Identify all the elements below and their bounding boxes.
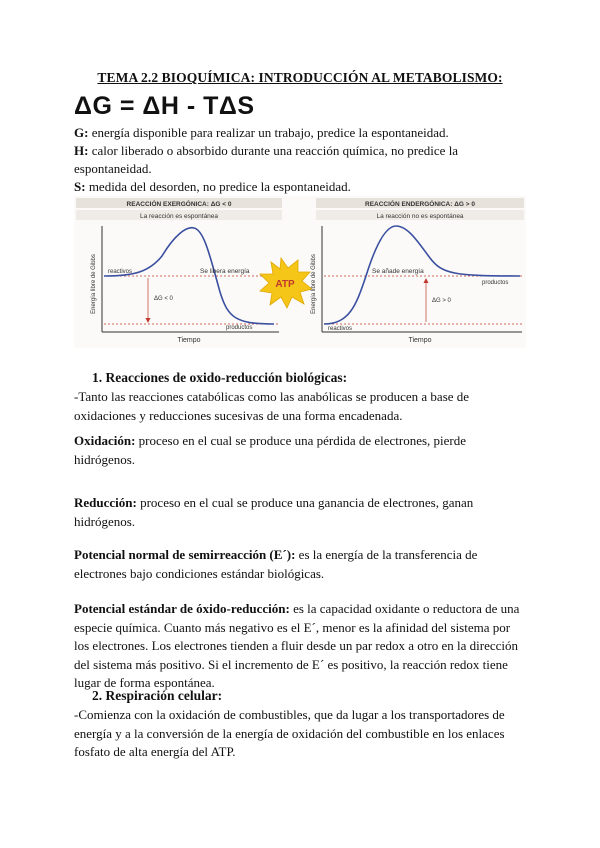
page-title: TEMA 2.2 BIOQUÍMICA: INTRODUCCIÓN AL METABOLISMO: [97, 70, 503, 85]
section-1-heading: 1. Reacciones de oxido-reducción biológicas: [92, 370, 348, 385]
definition-text: medida del desorden, no predice la espontaneidad. [85, 179, 351, 194]
definition-text: calor liberado o absorbido durante una reacción química, no predice la espontaneidad. [74, 143, 459, 176]
reduccion-term: Reducción: [74, 495, 137, 510]
definitions-block [74, 124, 534, 196]
potencial-estandar-term: Potencial estándar de óxido-reducción: [74, 601, 290, 616]
endergonic-reactants-label: reactivos [328, 326, 353, 332]
oxidacion-term: Oxidación: [74, 433, 136, 448]
reduccion-paragraph [74, 494, 524, 531]
section-2-text: -Comienza con la oxidación de combustibles, que da lugar a los transportadores de energía y a la conversión de la energía de oxidación del combustible en los enlaces fosfato de alta energía del ATP. [74, 707, 505, 759]
potencial-normal-text: es la energía de la transferencia de electrones bajo condiciones estándar biológicas. [74, 547, 478, 581]
definition-text: energía disponible para realizar un trabajo, predice la espontaneidad. [88, 125, 449, 140]
atp-label: ATP [275, 279, 295, 290]
exergonic-delta-label: ΔG < 0 [154, 296, 173, 302]
endergonic-ylabel: Energía libre de Gibbs [311, 254, 317, 314]
potencial-normal-paragraph [74, 546, 524, 583]
endergonic-subheader: La reacción no es espontánea [376, 213, 464, 220]
section-2-heading: 2. Respiración celular: [92, 688, 223, 703]
definition-h [74, 142, 534, 178]
definition-term: G: [74, 125, 89, 140]
gibbs-formula: ΔG = ΔH - TΔS [74, 92, 255, 120]
definition-g [74, 124, 534, 142]
definition-term: S: [74, 179, 86, 194]
definition-term: H: [74, 143, 89, 158]
exergonic-xlabel: Tiempo [177, 337, 201, 344]
potencial-normal-term: Potencial normal de semirreacción (E´): [74, 547, 296, 562]
definition-s [74, 178, 534, 196]
oxidacion-paragraph [74, 432, 524, 469]
oxidacion-text: proceso en el cual se produce una pérdida de electrones, pierde hidrógenos. [74, 433, 467, 467]
gibbs-energy-figure [74, 196, 526, 348]
endergonic-products-label: productos [482, 280, 509, 286]
endergonic-absorb-label: Se añade energía [372, 268, 424, 275]
exergonic-products-label: productos [226, 325, 253, 331]
potencial-estandar-text: es la capacidad oxidante o reductora de una especie química. Cuanto más negativo es el E´, menor es la afinidad del sistema por los electrones. Los electrones tienden a fluir desde un par redox a otro en la dirección del sistema más positivo. Si el incremento de E´ es positivo, la reacción redox tiene lugar de forma espontánea. [74, 601, 520, 690]
reduccion-text: proceso en el cual se produce una ganancia de electrones, ganan hidrógenos. [74, 495, 474, 529]
exergonic-subheader: La reacción es espontánea [139, 213, 219, 220]
section-1-intro: -Tanto las reacciones catabólicas como las anabólicas se producen a base de oxidaciones y reducciones sucesivas de una forma encadenada. [74, 389, 470, 423]
potencial-estandar-paragraph [74, 600, 524, 693]
exergonic-release-label: Se libera energía [200, 268, 250, 275]
endergonic-xlabel: Tiempo [408, 337, 432, 344]
exergonic-reactants-label: reactivos [108, 269, 133, 275]
exergonic-ylabel: Energía libre de Gibbs [91, 254, 97, 314]
endergonic-delta-label: ΔG > 0 [432, 298, 451, 304]
endergonic-header: REACCIÓN ENDERGÓNICA: ΔG > 0 [365, 201, 475, 208]
exergonic-header: REACCIÓN EXERGÓNICA: ΔG < 0 [126, 201, 232, 208]
